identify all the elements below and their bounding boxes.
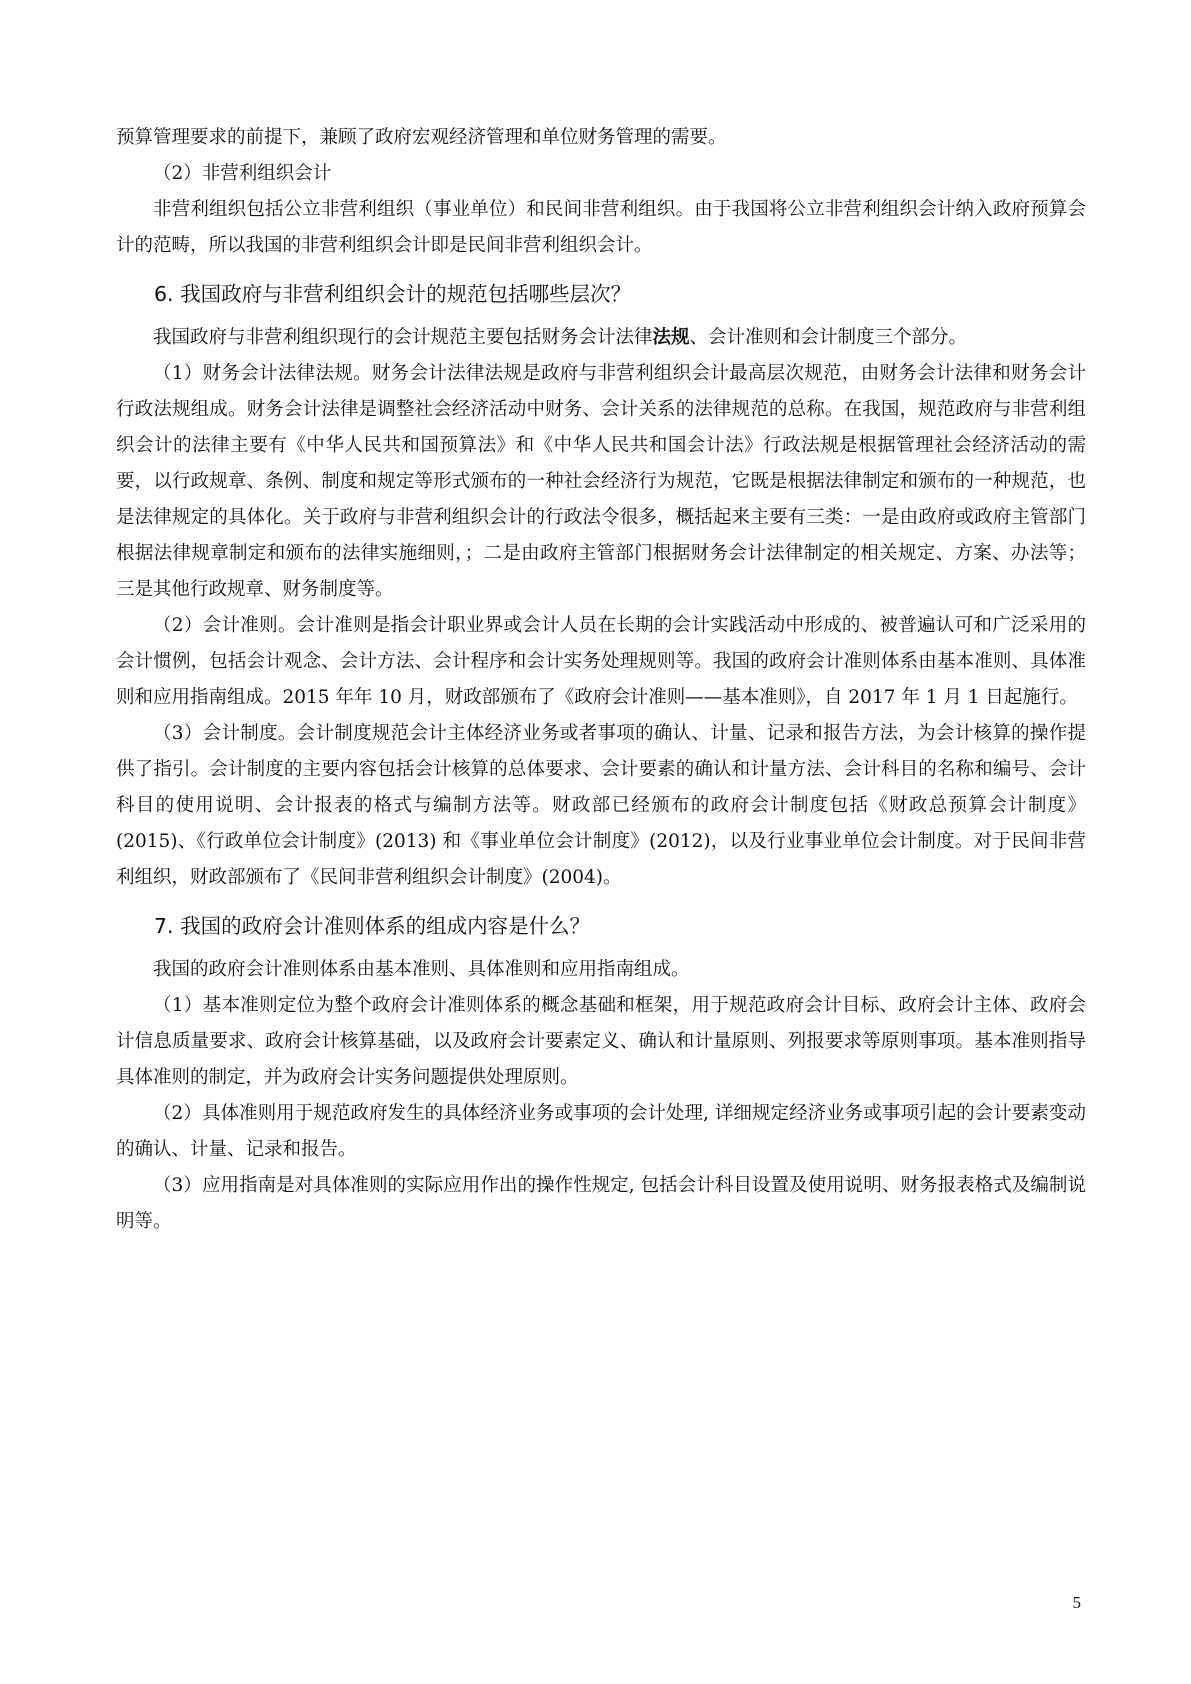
paragraph-application-guide: （3）应用指南是对具体准则的实际应用作出的操作性规定, 包括会计科目设置及使用说明、财务报表格式及编制说明等。: [116, 1175, 1086, 1232]
page-number: 5: [1072, 1593, 1081, 1612]
norms-overview-bold: 法规: [652, 327, 690, 348]
norms-overview-text-2: 、会计准则和会计制度三个部分。: [689, 327, 968, 348]
paragraph-nonprofit-definition: 非营利组织包括公立非营利组织（事业单位）和民间非营利组织。由于我国将公立非营利组织会计纳入政府预算会计的范畴，所以我国的非营利组织会计即是民间非营利组织会计。: [116, 199, 1086, 256]
section-heading-7: 7. 我国的政府会计准则体系的组成内容是什么？: [154, 914, 591, 938]
paragraph-basic-standard: （1）基本准则定位为整个政府会计准则体系的概念基础和框架，用于规范政府会计目标、政府会计主体、政府会计信息质量要求、政府会计核算基础，以及政府会计要素定义、确认和计量原则、列报要求等原则事项。基本准则指导具体准则的制定，并为政府会计实务问题提供处理原则。: [116, 995, 1086, 1088]
paragraph-continuation: 预算管理要求的前提下，兼顾了政府宏观经济管理和单位财务管理的需要。: [116, 127, 727, 148]
paragraph-specific-standards: （2）具体准则用于规范政府发生的具体经济业务或事项的会计处理, 详细规定经济业务或事项引起的会计要素变动的确认、计量、记录和报告。: [116, 1103, 1086, 1160]
norms-overview-text-1: 我国政府与非营利组织现行的会计规范主要包括财务会计法律: [153, 327, 653, 348]
page-body: [116, 120, 1086, 1240]
paragraph-accounting-systems: （3）会计制度。会计制度规范会计主体经济业务或者事项的确认、计量、记录和报告方法，为会计核算的操作提供了指引。会计制度的主要内容包括会计核算的总体要求、会计要素的确认和计量方法、会计科目的名称和编号、会计科目的使用说明、会计报表的格式与编制方法等。财政部已经颁布的政府会计制度包括《财政总预算会计制度》(2015)、《行政单位会计制度》(2013) 和《事业单位会计制度》(2012)，以及行业事业单位会计制度。对于民间非营利组织，财政部颁布了《民间非营利组织会计制度》(2004)。: [116, 723, 1086, 888]
paragraph-standards-composition: 我国的政府会计准则体系由基本准则、具体准则和应用指南组成。: [153, 959, 690, 980]
section-heading-6: 6. 我国政府与非营利组织会计的规范包括哪些层次？: [154, 282, 632, 306]
paragraph-accounting-standards: （2）会计准则。会计准则是指会计职业界或会计人员在长期的会计实践活动中形成的、被普遍认可和广泛采用的会计惯例，包括会计观念、会计方法、会计程序和会计实务处理规则等。我国的政府会计准则体系由基本准则、具体准则和应用指南组成。2015 年年 10 月，财政部颁布了《政府会计准则——基本准则》，自 2017 年 1 月 1 日起施行。: [116, 615, 1086, 708]
paragraph-norms-overview: [116, 320, 1086, 356]
paragraph-laws-regulations: （1）财务会计法律法规。财务会计法律法规是政府与非营利组织会计最高层次规范，由财务会计法律和财务会计行政法规组成。财务会计法律是调整社会经济活动中财务、会计关系的法律规范的总称。在我国，规范政府与非营利组织会计的法律主要有《中华人民共和国预算法》和《中华人民共和国会计法》行政法规是根据管理社会经济活动的需要，以行政规章、条例、制度和规定等形式颁布的一种社会经济行为规范，它既是根据法律制定和颁布的一种规范，也是法律规定的具体化。关于政府与非营利组织会计的行政法令很多，概括起来主要有三类：一是由政府或政府主管部门根据法律规章制定和颁布的法律实施细则，；二是由政府主管部门根据财务会计法律制定的相关规定、方案、办法等；三是其他行政规章、财务制度等。: [116, 363, 1086, 600]
subheading-nonprofit-accounting: （2）非营利组织会计: [153, 163, 332, 184]
